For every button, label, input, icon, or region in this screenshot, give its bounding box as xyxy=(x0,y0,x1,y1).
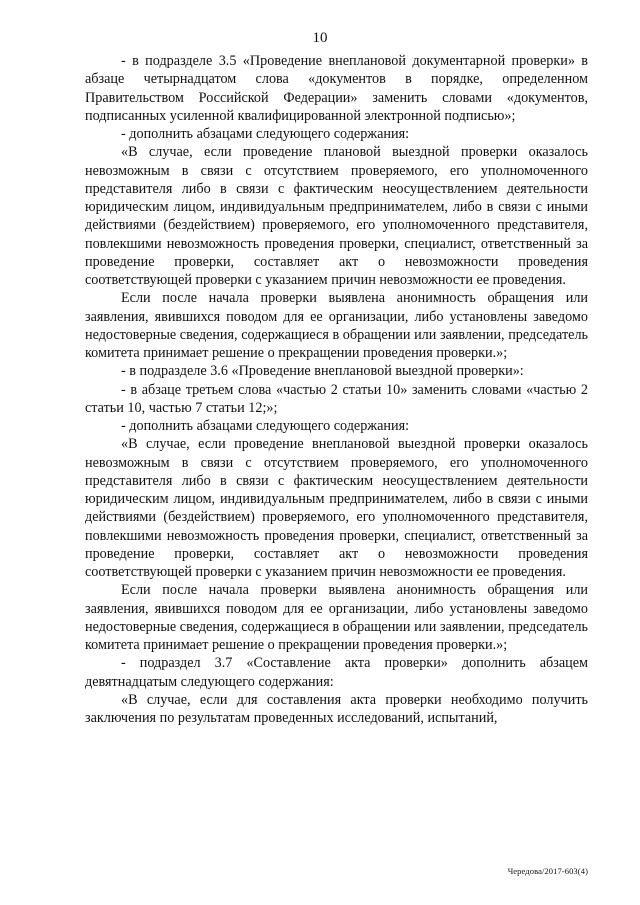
page-number: 10 xyxy=(312,30,328,46)
document-body xyxy=(85,52,588,727)
paragraph-third-paragraph-amendment: - в абзаце третьем слова «частью 2 статьи 10» заменить словами «частью 2 статьи 10, частью 7 статьи 12;»; xyxy=(85,381,588,416)
paragraph-planned-inspection-impossible: «В случае, если проведение плановой выездной проверки оказалось невозможным в связи с отсутствием проверяемого, его уполномоченного представителя либо в связи с фактическим неосуществлением деятельности юридическим лицом, индивидуальным предпринимателем, либо в связи с иными действиями (бездействием) проверяемого, его уполномоченного представителя, повлекшими невозможность проведения проверки, специалист, ответственный за проведение проверки, составляет акт о невозможности проведения соответствующей проверки с указанием причин невозможности ее проведения. xyxy=(85,144,588,288)
paragraph-subsection-3-6-heading: - в подразделе 3.6 «Проведение внеплановой выездной проверки»: xyxy=(121,363,524,380)
footer-document-code: Чередова/2017-603(4) xyxy=(507,866,588,876)
paragraph-act-conclusions: «В случае, если для составления акта проверки необходимо получить заключения по результатам проведенных исследований, испытаний, xyxy=(85,691,588,726)
paragraph-anonymity-termination-2: Если после начала проверки выявлена анонимность обращения или заявления, явившихся поводом для ее организации, либо установлены заведомо недостоверные сведения, содержащиеся в обращении или заявлении, председатель комитета принимает решение о прекращении проведения проверки.»; xyxy=(85,582,588,653)
paragraph-unplanned-inspection-impossible: «В случае, если проведение внеплановой выездной проверки оказалось невозможным в связи с отсутствием проверяемого, его уполномоченного представителя либо в связи с фактическим неосуществлением деятельности юридическим лицом, индивидуальным предпринимателем, либо в связи с иными действиями (бездействием) проверяемого, его уполномоченного представителя, повлекшими невозможность проведения проверки, специалист, ответственный за проведение проверки, составляет акт о невозможности проведения соответствующей проверки с указанием причин невозможности ее проведения. xyxy=(85,436,588,580)
paragraph-subsection-3-7-amendment: - подраздел 3.7 «Составление акта проверки» дополнить абзацем девятнадцатым следующего содержания: xyxy=(85,655,588,690)
paragraph-anonymity-termination: Если после начала проверки выявлена анонимность обращения или заявления, явившихся поводом для ее организации, либо установлены заведомо недостоверные сведения, содержащиеся в обращении или заявлении, председатель комитета принимает решение о прекращении проведения проверки.»; xyxy=(85,290,588,361)
paragraph-subsection-3-5-amendment: - в подразделе 3.5 «Проведение внеплановой документарной проверки» в абзаце четырнадцатом слова «документов в порядке, определенном Правительством Российской Федерации» заменить словами «документов, подписанных усиленной квалифицированной электронной подписью»; xyxy=(85,53,588,124)
paragraph-add-paragraphs-intro: - дополнить абзацами следующего содержания: xyxy=(121,126,410,142)
paragraph-add-paragraphs-intro-2: - дополнить абзацами следующего содержания: xyxy=(121,418,410,434)
